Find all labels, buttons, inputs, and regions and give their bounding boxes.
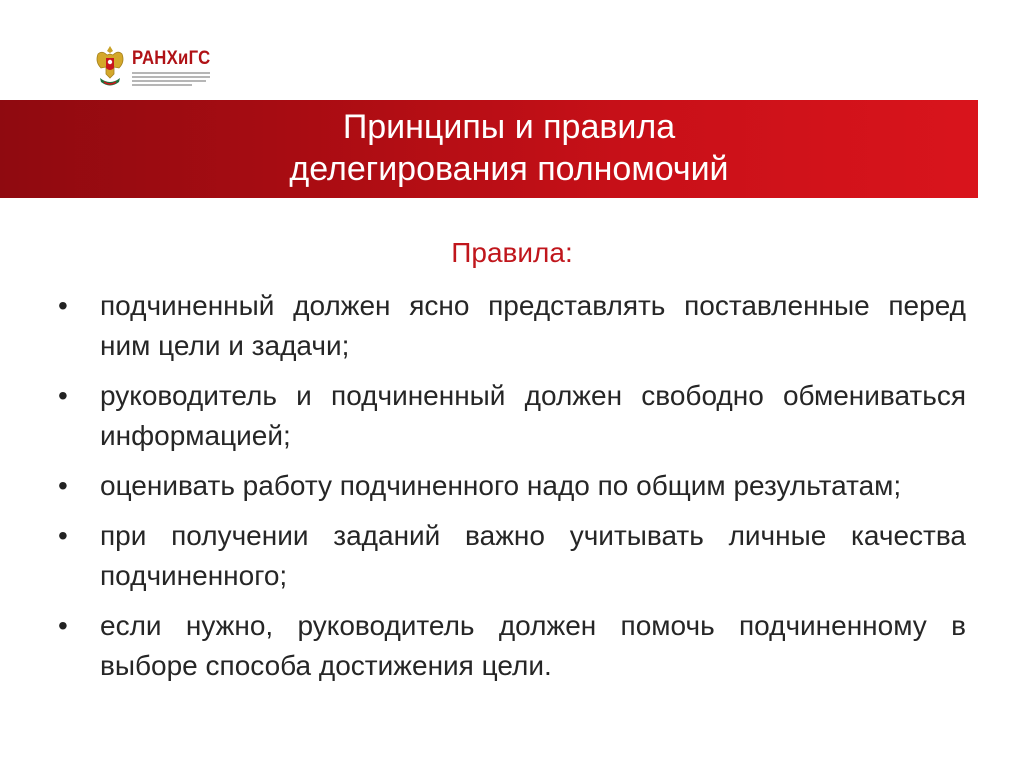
slide-title-line-2: делегирования полномочий bbox=[289, 150, 729, 188]
bullet-marker: • bbox=[58, 290, 68, 321]
bullet-marker: • bbox=[58, 520, 68, 551]
list-item bbox=[58, 466, 966, 506]
title-banner bbox=[0, 100, 978, 198]
list-item bbox=[58, 286, 966, 366]
bullet-marker: • bbox=[58, 610, 68, 641]
list-item bbox=[58, 376, 966, 456]
list-item-text: если нужно, руководитель должен помочь подчиненному в выборе способа достижения цели. bbox=[100, 610, 966, 681]
bullet-marker: • bbox=[58, 380, 68, 411]
section-heading: Правила: bbox=[451, 237, 573, 268]
eagle-emblem-icon bbox=[92, 44, 128, 90]
list-item-text: подчиненный должен ясно представлять поставленные перед ним цели и задачи; bbox=[100, 290, 966, 361]
logo-name: РАНХиГС bbox=[132, 48, 211, 69]
ranepa-logo bbox=[92, 44, 232, 92]
rules-list bbox=[58, 286, 966, 696]
slide-title-line-1: Принципы и правила bbox=[342, 108, 676, 146]
bullet-marker: • bbox=[58, 470, 68, 501]
list-item-text: при получении заданий важно учитывать личные качества подчиненного; bbox=[100, 520, 966, 591]
list-item-text: оценивать работу подчиненного надо по общим результатам; bbox=[100, 470, 902, 501]
logo-caption-lines bbox=[132, 71, 212, 89]
list-item-text: руководитель и подчиненный должен свободно обмениваться информацией; bbox=[100, 380, 966, 451]
list-item bbox=[58, 516, 966, 596]
list-item bbox=[58, 606, 966, 686]
slide-title bbox=[0, 106, 1018, 190]
